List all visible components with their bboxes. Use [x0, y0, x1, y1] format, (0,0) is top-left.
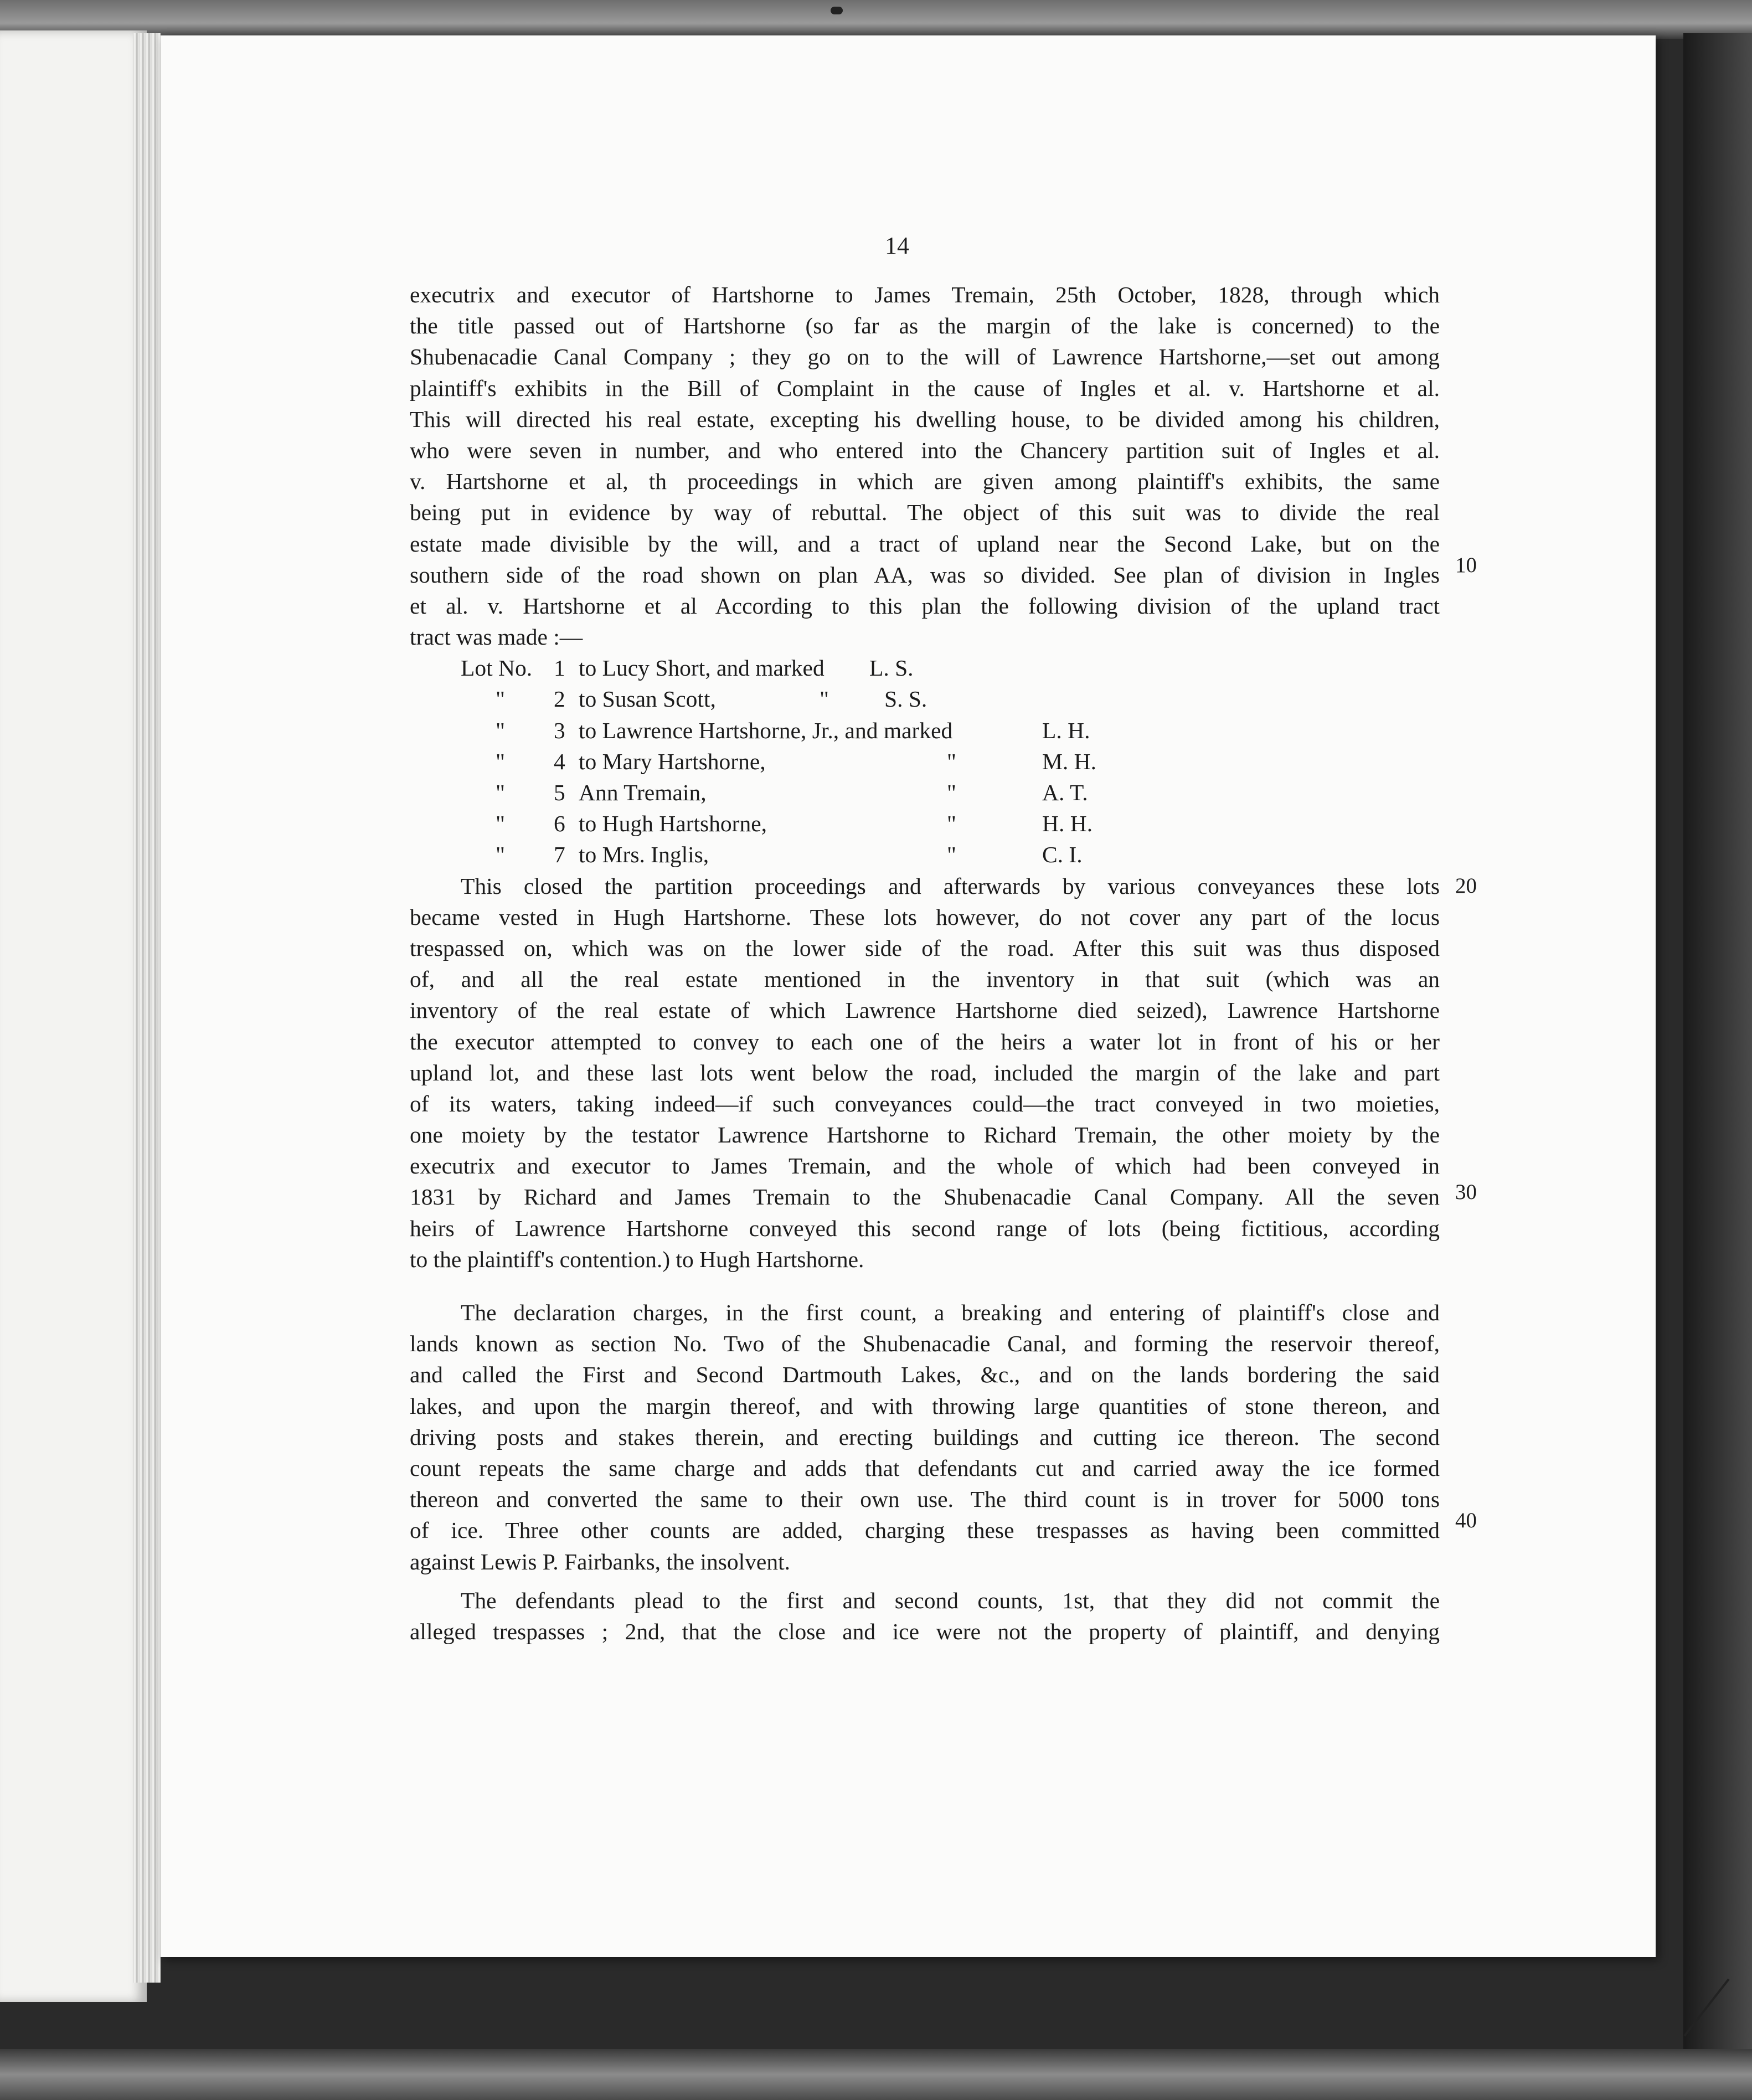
lot-mark: C. I.	[1042, 842, 1083, 868]
text-line: thereon and converted the same to their own use. The third count is in trover for 5000 tons	[410, 1486, 1440, 1512]
lot-prefix: Lot No.	[461, 655, 533, 681]
paragraph-gap	[410, 1275, 1440, 1297]
text-line: tract was made :—	[410, 624, 583, 650]
lot-mark: L. S.	[869, 655, 914, 681]
facing-page	[0, 30, 147, 2002]
lot-name: to Susan Scott,	[579, 686, 716, 712]
lot-name: to Lucy Short, and marked	[579, 655, 825, 681]
lot-row	[410, 839, 1440, 870]
paragraph-1	[410, 279, 1440, 652]
lot-ditto: "	[947, 748, 956, 774]
text-line: 1831 by Richard and James Tremain to the Shubenacadie Canal Company. All the seven	[410, 1184, 1440, 1210]
lot-mark: M. H.	[1042, 748, 1096, 774]
lot-row	[410, 777, 1440, 808]
text-line: inventory of the real estate of which Lawrence Hartshorne died seized), Lawrence Hartshorne	[410, 997, 1440, 1023]
text-line: Shubenacadie Canal Company ; they go on to the will of Lawrence Hartshorne,—set out among	[410, 344, 1440, 370]
text-line: plaintiff's exhibits in the Bill of Complaint in the cause of Ingles et al. v. Hartshorne et al.	[410, 375, 1440, 401]
lot-number: 7	[554, 842, 565, 868]
line-marker-20: 20	[1455, 874, 1477, 898]
text-line: lands known as section No. Two of the Shubenacadie Canal, and forming the reservoir thereof,	[410, 1331, 1440, 1357]
text-line: being put in evidence by way of rebuttal. The object of this suit was to divide the real	[410, 500, 1440, 526]
scan-right-border	[1683, 33, 1752, 2060]
text-line: of ice. Three other counts are added, charging these trespasses as having been committed	[410, 1517, 1440, 1543]
lot-name: to Mrs. Inglis,	[579, 842, 709, 868]
text-line: This closed the partition proceedings and afterwards by various conveyances these lots	[461, 873, 1440, 899]
paragraph-2	[410, 871, 1440, 1275]
lot-mark: A. T.	[1042, 780, 1088, 805]
lot-name: to Mary Hartshorne,	[579, 748, 766, 774]
body-text	[410, 279, 1440, 1647]
text-line: driving posts and stakes therein, and erecting buildings and cutting ice thereon. The second	[410, 1424, 1440, 1450]
text-line: count repeats the same charge and adds that defendants cut and carried away the ice formed	[410, 1455, 1440, 1481]
lot-mark: H. H.	[1042, 811, 1093, 837]
paragraph-gap	[410, 1577, 1440, 1585]
lot-ditto: "	[947, 811, 956, 837]
text-line: against Lewis P. Fairbanks, the insolvent.	[410, 1548, 790, 1574]
text-line: upland lot, and these last lots went below the road, included the margin of the lake and part	[410, 1059, 1440, 1085]
text-line: trespassed on, which was on the lower side of the road. After this suit was thus disposed	[410, 935, 1440, 961]
line-marker-40: 40	[1455, 1509, 1477, 1532]
lot-number: 5	[554, 780, 565, 805]
lot-row	[410, 746, 1440, 777]
lot-prefix: "	[496, 686, 505, 712]
text-line: alleged trespasses ; 2nd, that the close and ice were not the property of plaintiff, and denying	[410, 1618, 1440, 1644]
lot-prefix: "	[496, 748, 505, 774]
lot-number: 2	[554, 686, 565, 712]
lot-mark: S. S.	[884, 686, 927, 712]
text-line: lakes, and upon the margin thereof, and with throwing large quantities of stone thereon, and	[410, 1393, 1440, 1419]
lot-row	[410, 808, 1440, 839]
text-line: executrix and executor to James Tremain, and the whole of which had been conveyed in	[410, 1153, 1440, 1179]
text-line: the executor attempted to convey to each one of the heirs a water lot in front of his or her	[410, 1028, 1440, 1054]
lot-number: 6	[554, 811, 565, 837]
scan-top-border	[0, 0, 1752, 39]
scan-bottom-border	[0, 2049, 1752, 2100]
text-line: The declaration charges, in the first count, a breaking and entering of plaintiff's close and	[461, 1300, 1440, 1325]
lot-prefix: "	[496, 811, 505, 837]
page-stack-edge	[133, 33, 161, 1983]
text-line: The defendants plead to the first and second counts, 1st, that they did not commit the	[461, 1587, 1440, 1613]
text-line: heirs of Lawrence Hartshorne conveyed this second range of lots (being fictitious, according	[410, 1215, 1440, 1241]
lot-prefix: "	[496, 842, 505, 868]
lot-row	[410, 715, 1440, 746]
text-line: of, and all the real estate mentioned in the inventory in that suit (which was an	[410, 966, 1440, 992]
text-line: southern side of the road shown on plan AA, was so divided. See plan of division in Ingles	[410, 562, 1440, 588]
lot-ditto: "	[947, 780, 956, 805]
lot-list	[410, 652, 1440, 870]
text-line: of its waters, taking indeed—if such conveyances could—the tract conveyed in two moieties,	[410, 1090, 1440, 1116]
lot-prefix: "	[496, 780, 505, 805]
lot-mark: L. H.	[1042, 717, 1090, 743]
lot-number: 4	[554, 748, 565, 774]
text-line: et al. v. Hartshorne et al According to this plan the following division of the upland tract	[410, 593, 1440, 619]
lot-ditto: "	[820, 686, 829, 712]
text-line: one moiety by the testator Lawrence Hartshorne to Richard Tremain, the other moiety by the	[410, 1122, 1440, 1148]
text-line: to the plaintiff's contention.) to Hugh Hartshorne.	[410, 1246, 864, 1272]
lot-number: 1	[554, 655, 565, 681]
lot-name: to Hugh Hartshorne,	[579, 811, 767, 837]
text-line: executrix and executor of Hartshorne to James Tremain, 25th October, 1828, through which	[410, 282, 1440, 307]
page-number: 14	[885, 232, 909, 259]
lot-name: to Lawrence Hartshorne, Jr., and marked	[579, 717, 953, 743]
text-line: became vested in Hugh Hartshorne. These lots however, do not cover any part of the locus	[410, 904, 1440, 930]
lot-row	[410, 683, 1440, 714]
text-line: v. Hartshorne et al, th proceedings in which are given among plaintiff's exhibits, the same	[410, 469, 1440, 495]
text-line: This will directed his real estate, excepting his dwelling house, to be divided among his children,	[410, 406, 1440, 432]
paragraph-4	[410, 1585, 1440, 1647]
line-marker-10: 10	[1455, 553, 1477, 577]
text-line: estate made divisible by the will, and a tract of upland near the Second Lake, but on the	[410, 531, 1440, 557]
text-line: and called the First and Second Dartmouth Lakes, &c., and on the lands bordering the said	[410, 1362, 1440, 1388]
lot-name: Ann Tremain,	[579, 780, 707, 805]
lot-ditto: "	[947, 842, 956, 868]
text-line: the title passed out of Hartshorne (so far as the margin of the lake is concerned) to the	[410, 313, 1440, 339]
paragraph-3	[410, 1297, 1440, 1577]
lot-row	[410, 652, 1440, 683]
lot-number: 3	[554, 717, 565, 743]
scan-speck	[831, 7, 843, 14]
line-marker-30: 30	[1455, 1180, 1477, 1204]
lot-prefix: "	[496, 717, 505, 743]
text-line: who were seven in number, and who entered into the Chancery partition suit of Ingles et al.	[410, 437, 1440, 463]
